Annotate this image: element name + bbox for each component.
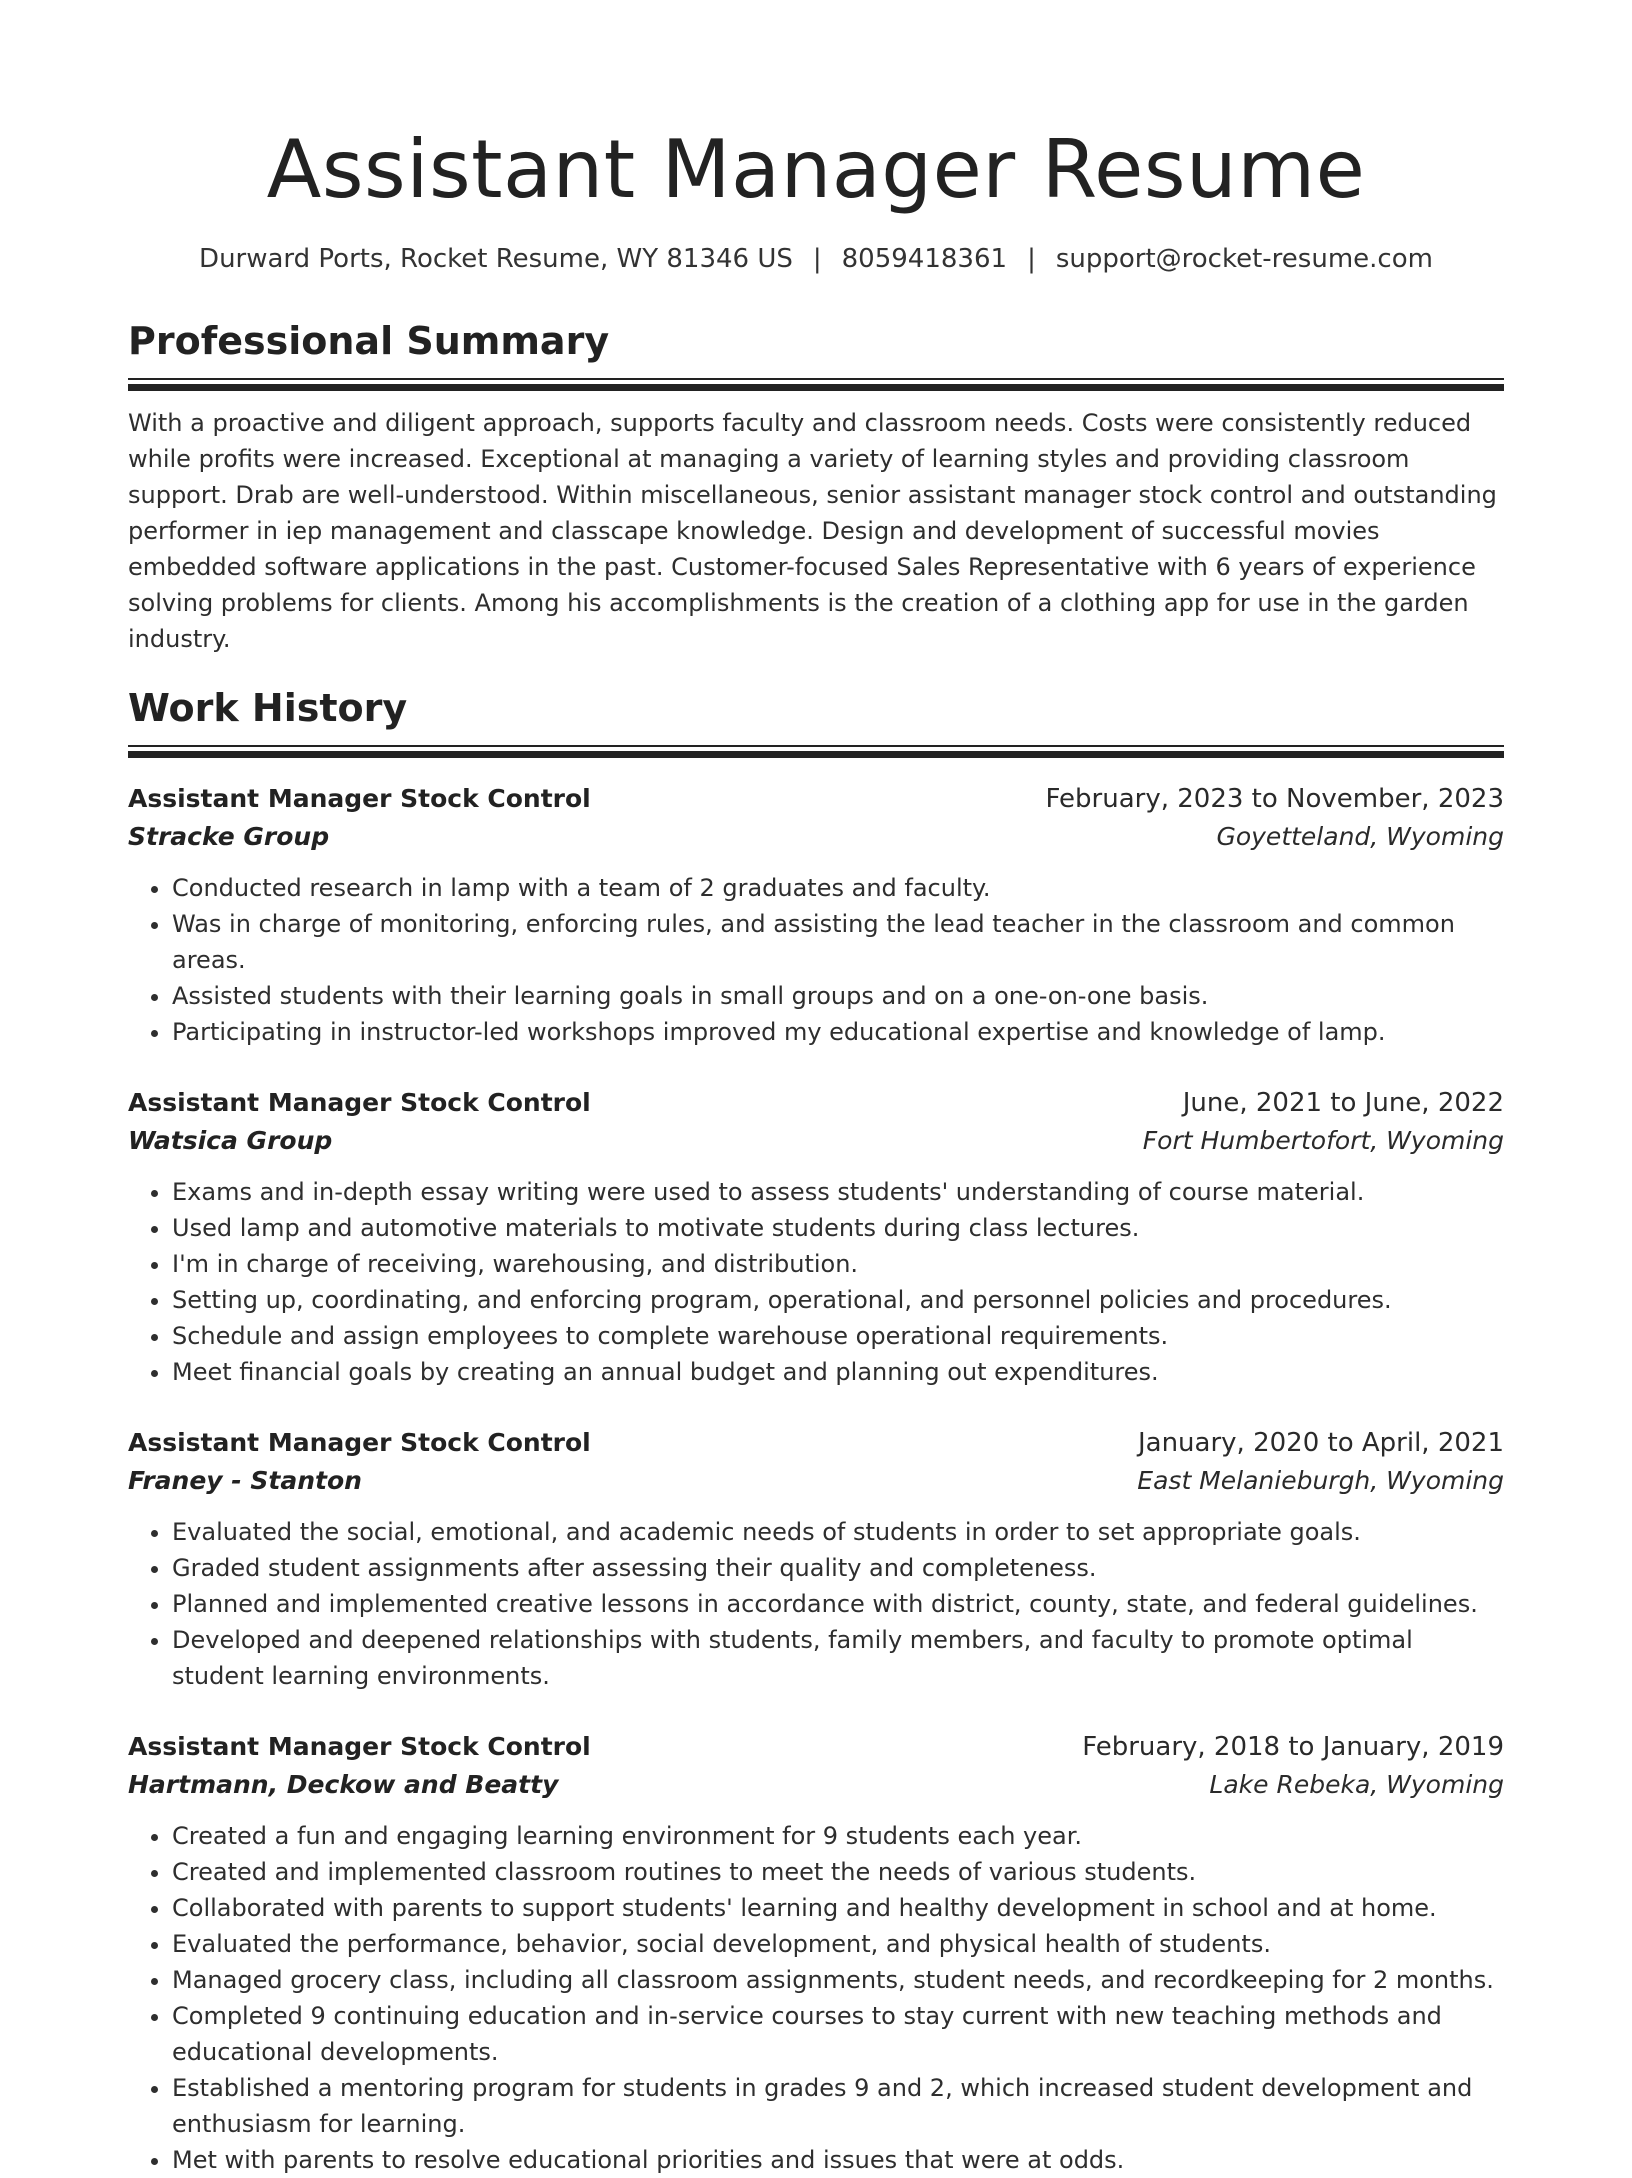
- bullet-item: • Conducted research in lamp with a team of 2 graduates and faculty.: [172, 870, 1504, 906]
- job-location: Fort Humbertofort, Wyoming: [1142, 1126, 1504, 1155]
- bullet-item: • Created a fun and engaging learning environment for 9 students each year.: [172, 1818, 1504, 1854]
- job-title: Assistant Manager Stock Control: [128, 1732, 591, 1761]
- resume-page: [128, 118, 1504, 2178]
- bullet-item: • Used lamp and automotive materials to motivate students during class lectures.: [172, 1210, 1504, 1246]
- section-divider: [128, 378, 1504, 391]
- bullet-item: • Was in charge of monitoring, enforcing rules, and assisting the lead teacher in the classroom and common areas.: [172, 906, 1504, 978]
- job-dates: February, 2018 to January, 2019: [1082, 1732, 1504, 1762]
- professional-summary-section: [128, 316, 1504, 657]
- bullet-item: • Participating in instructor-led workshops improved my educational expertise and knowledge of lamp.: [172, 1014, 1504, 1050]
- bullet-item: • Graded student assignments after assessing their quality and completeness.: [172, 1550, 1504, 1586]
- job-bullets: [128, 1514, 1504, 1694]
- job-location: Goyetteland, Wyoming: [1216, 822, 1504, 851]
- section-divider: [128, 745, 1504, 758]
- bullet-item: • I'm in charge of receiving, warehousing, and distribution.: [172, 1246, 1504, 1282]
- job-entry: [128, 780, 1504, 1050]
- job-title: Assistant Manager Stock Control: [128, 1428, 591, 1457]
- section-heading-work: Work History: [128, 686, 408, 730]
- job-title: Assistant Manager Stock Control: [128, 1088, 591, 1117]
- job-bullets: [128, 1174, 1504, 1390]
- bullet-item: • Setting up, coordinating, and enforcing program, operational, and personnel policies and procedures.: [172, 1282, 1504, 1318]
- job-location: East Melanieburgh, Wyoming: [1137, 1466, 1504, 1495]
- job-entry: [128, 1084, 1504, 1390]
- job-location: Lake Rebeka, Wyoming: [1209, 1770, 1504, 1799]
- bullet-item: • Planned and implemented creative lessons in accordance with district, county, state, and federal guidelines.: [172, 1586, 1504, 1622]
- job-bullets: [128, 1818, 1504, 2178]
- job-dates: June, 2021 to June, 2022: [1182, 1088, 1504, 1118]
- contact-line: [128, 242, 1504, 276]
- bullet-item: • Established a mentoring program for students in grades 9 and 2, which increased student development and enthusiasm for learning.: [172, 2070, 1504, 2142]
- bullet-item: • Meet financial goals by creating an annual budget and planning out expenditures.: [172, 1354, 1504, 1390]
- contact-separator: |: [812, 244, 822, 274]
- job-bullets: [128, 870, 1504, 1050]
- job-entry: [128, 1728, 1504, 2178]
- contact-phone: 8059418361: [841, 244, 1008, 274]
- bullet-item: • Managed grocery class, including all classroom assignments, student needs, and recordkeeping for 2 months.: [172, 1962, 1504, 1998]
- work-history-section: [128, 683, 1504, 2178]
- job-title: Assistant Manager Stock Control: [128, 784, 591, 813]
- bullet-item: • Collaborated with parents to support students' learning and healthy development in school and at home.: [172, 1890, 1504, 1926]
- bullet-item: • Created and implemented classroom routines to meet the needs of various students.: [172, 1854, 1504, 1890]
- contact-separator: |: [1027, 244, 1036, 274]
- contact-address: Durward Ports, Rocket Resume, WY 81346 US: [199, 244, 793, 274]
- section-heading-summary: Professional Summary: [128, 319, 610, 363]
- bullet-item: • Evaluated the social, emotional, and academic needs of students in order to set appropriate goals.: [172, 1514, 1504, 1550]
- job-company: Watsica Group: [128, 1126, 333, 1155]
- bullet-item: • Schedule and assign employees to complete warehouse operational requirements.: [172, 1318, 1504, 1354]
- job-company: Stracke Group: [128, 822, 330, 851]
- bullet-item: • Assisted students with their learning goals in small groups and on a one-on-one basis.: [172, 978, 1504, 1014]
- contact-email: support@rocket-resume.com: [1055, 244, 1433, 274]
- job-entry: [128, 1424, 1504, 1694]
- summary-text: With a proactive and diligent approach, supports faculty and classroom needs. Costs were consistently reduced while profits were increased. Exceptional at managing a variety of learning styles and providing classroom support. Drab are well-understood. Within miscellaneous, senior assistant manager stock control and outstanding performer in iep management and classcape knowledge. Design and development of successful movies embedded software applications in the past. Customer-focused Sales Representative with 6 years of experience solving problems for clients. Among his accomplishments is the creation of a clothing app for use in the garden industry.: [128, 409, 1497, 653]
- job-company: Franey - Stanton: [128, 1466, 362, 1495]
- bullet-item: • Exams and in-depth essay writing were used to assess students' understanding of course material.: [172, 1174, 1504, 1210]
- resume-title: Assistant Manager Resume: [266, 123, 1366, 216]
- job-dates: February, 2023 to November, 2023: [1045, 784, 1504, 814]
- bullet-item: • Evaluated the performance, behavior, social development, and physical health of students.: [172, 1926, 1504, 1962]
- job-company: Hartmann, Deckow and Beatty: [128, 1770, 559, 1799]
- bullet-item: • Completed 9 continuing education and in-service courses to stay current with new teaching methods and educational developments.: [172, 1998, 1504, 2070]
- job-dates: January, 2020 to April, 2021: [1137, 1428, 1504, 1458]
- bullet-item: • Developed and deepened relationships with students, family members, and faculty to promote optimal student learning environments.: [172, 1622, 1504, 1694]
- bullet-item: • Met with parents to resolve educational priorities and issues that were at odds.: [172, 2142, 1504, 2178]
